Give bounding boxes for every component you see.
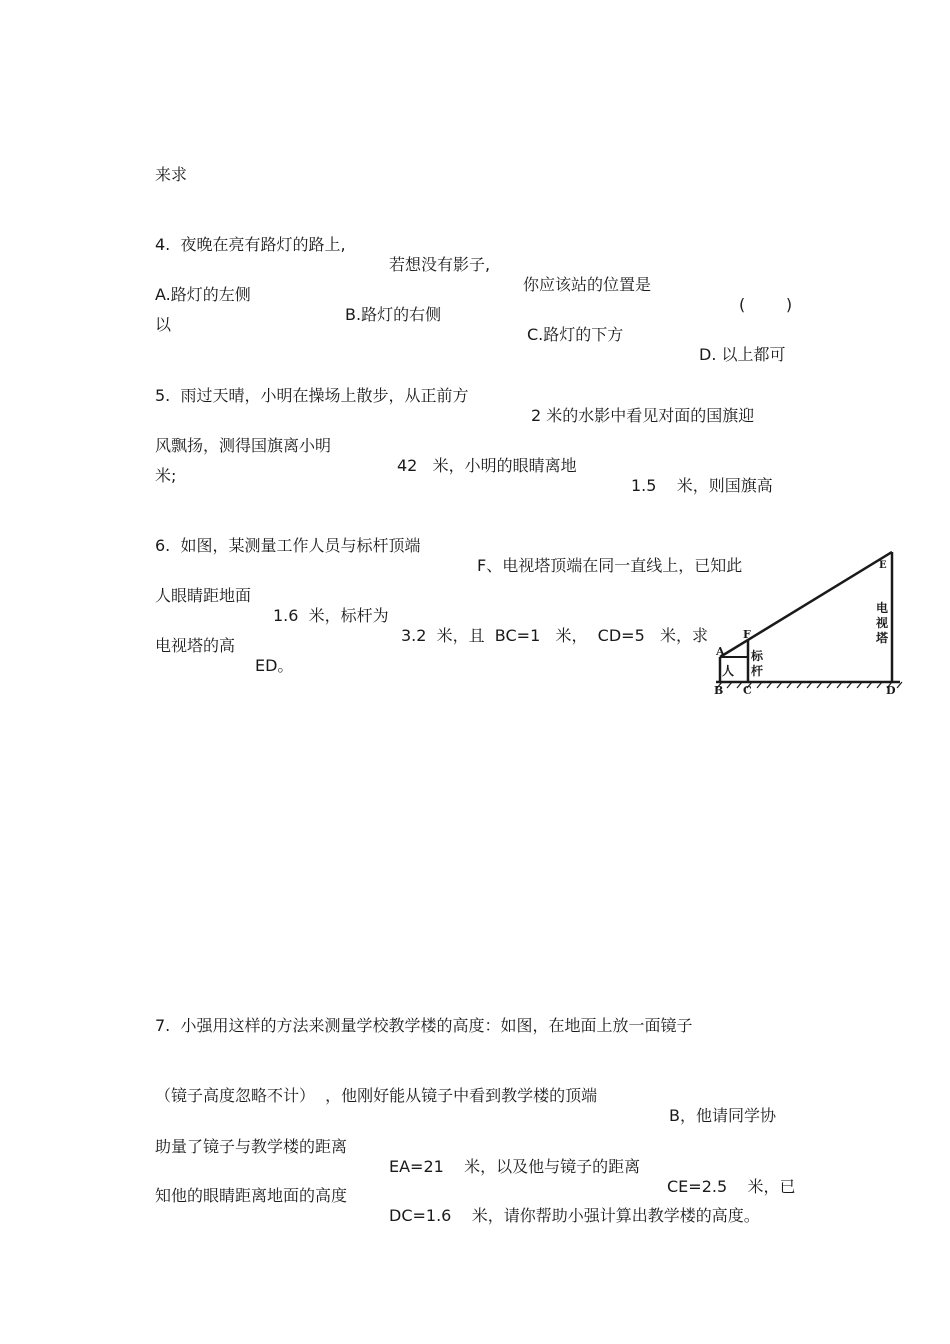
option-b: B.路灯的右侧 [345,305,442,324]
question-7-text: DC=1.6 米，请你帮助小强计算出教学楼的高度。 [389,1206,760,1225]
pole-label: 标 [751,649,764,663]
question-5-text: 42 米，小明的眼睛离地 [397,456,577,475]
text-line: 来求 [155,165,188,184]
question-4-options [155,265,855,364]
question-6-text: 6. 如图，某测量工作人员与标杆顶端 [155,536,421,555]
question-7-text: （镜子高度忽略不计） ，他刚好能从镜子中看到教学楼的顶端 [155,1086,598,1105]
text-line: 米; [155,466,177,485]
question-6-text: ED。 [255,656,294,675]
point-c-label: C [743,684,752,697]
answer-blank: ( ) [739,295,793,314]
question-7-text: B，他请同学协 [669,1106,776,1125]
question-4-stem-part: 你应该站的位置是 [523,275,652,294]
question-7-text: CE=2.5 米，已 [667,1177,796,1196]
question-7-text: 知他的眼睛距离地面的高度 [155,1186,348,1205]
question-7-line-2 [155,1066,795,1125]
point-a-label: A [716,645,725,658]
point-e-label: E [879,560,887,571]
question-5-text: 1.5 米，则国旗高 [631,476,773,495]
person-label: 人 [722,664,735,678]
question-4-stem: 4. 夜晚在亮有路灯的路上, [155,235,346,254]
sight-line [720,552,892,657]
question-7-text: EA=21 米，以及他与镜子的距离 [389,1157,641,1176]
point-f-label: F [743,628,751,641]
question-6-text: 1.6 米，标杆为 [273,606,389,625]
question-5-line-2 [155,416,855,495]
question-4-stem-part: 若想没有影子, [389,255,491,274]
question-7: 7. 小强用这样的方法来测量学校教学楼的高度：如图，在地面上放一面镜子 [155,1016,693,1035]
question-7-text: 助量了镜子与教学楼的距离 [155,1137,348,1156]
text-line: 以 [155,315,172,334]
question-6-line-2 [155,566,715,645]
tower-measurement-figure [710,540,910,705]
question-6 [155,516,775,575]
question-6-text: 3.2 米，且 BC=1 米， CD=5 米，求 [401,626,709,645]
option-d: D. 以上都可 [699,345,786,364]
question-5-text: 2 米的水影中看见对面的国旗迎 [531,406,755,425]
tower-label: 电 [876,601,889,615]
question-6-text: 人眼睛距地面 [155,586,252,605]
question-6-text: 电视塔的高 [155,636,236,655]
question-5 [155,366,855,425]
question-6-text: F、电视塔顶端在同一直线上，已知此 [477,556,743,575]
pole-label: 杆 [751,664,764,678]
tower-label: 塔 [876,631,889,645]
tower-label: 视 [876,616,889,630]
question-5-text: 5. 雨过天晴，小明在操场上散步，从正前方 [155,386,469,405]
point-d-label: D [886,684,896,697]
question-5-text: 风飘扬，测得国旗离小明 [155,436,332,455]
option-a: A.路灯的左侧 [155,285,251,304]
option-c: C.路灯的下方 [527,325,624,344]
point-b-label: B [714,684,724,697]
